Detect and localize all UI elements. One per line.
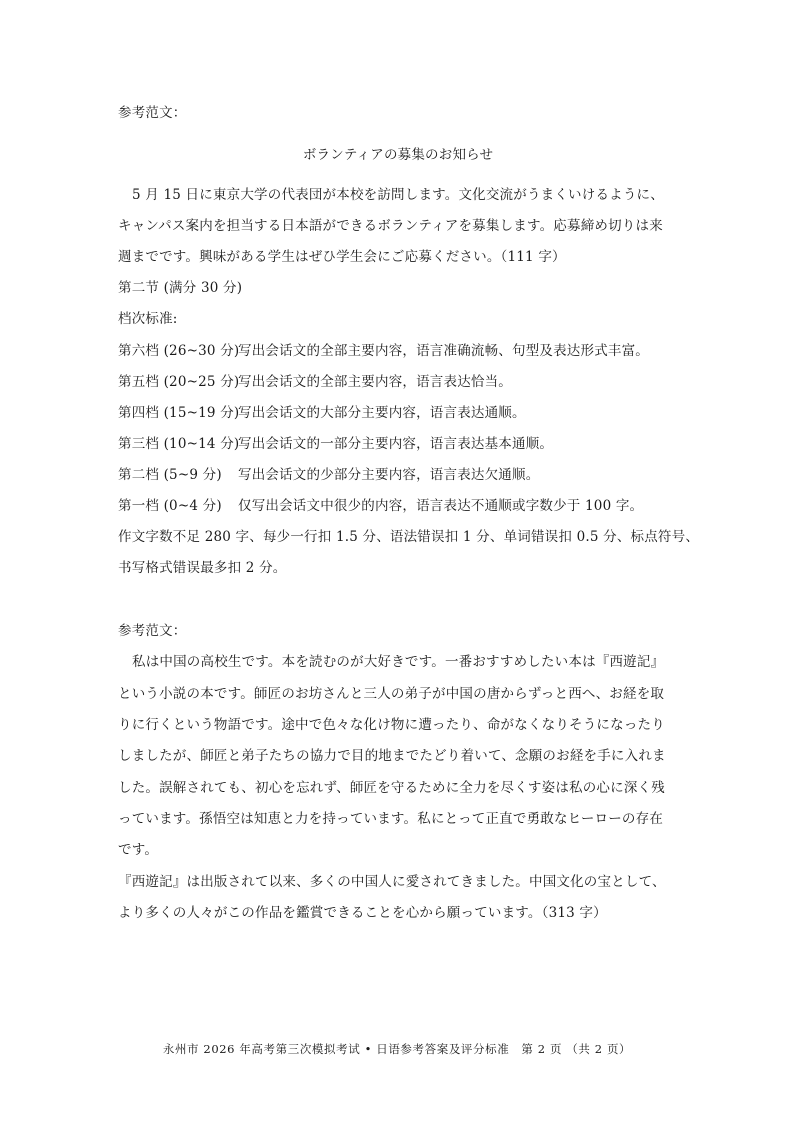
section3-heading: 参考范文： [118,623,187,639]
essay-line-1: 私は中国の高校生です。本を読むのが大好きです。一番おすすめしたい本は『西遊記』 [132,654,665,670]
level-desc: 写出会话文的全部主要内容，语言准确流畅、句型及表达形式丰富。 [238,343,649,359]
notice-line-3: 週までです。興味がある学生はぜひ学生会にご応募ください。（111 字） [118,249,566,265]
essay-line-8: 『西遊記』は出版されて以来、多くの中国人に愛されてきました。中国文化の宝として、 [118,874,666,890]
essay-line-6: っています。孫悟空は知恵と力を持っています。私にとって正直で勇敢なヒーローの存在 [118,811,664,827]
level-label: 第六档 (26~30 分) [118,343,240,359]
section1-heading: 参考范文： [118,105,187,121]
level-desc: 写出会话文的大部分主要内容，语言表达通顺。 [238,405,526,421]
level-label: 第二档 (5~9 分) [118,467,222,483]
essay-line-9: より多くの人々がこの作品を鑑賞できることを心から願っています。（313 字） [118,905,607,921]
essay-line-7: です。 [118,842,159,858]
notice-title: ボランティアの募集のお知らせ [302,147,494,163]
level-desc: 写出会话文的全部主要内容，语言表达恰当。 [238,374,512,390]
level-desc: 仅写出会话文中很少的内容，语言表达不通顺或字数少于 100 字。 [238,498,644,514]
essay-line-2: という小説の本です。師匠のお坊さんと三人の弟子が中国の唐からずっと西へ、お経を取 [118,686,665,702]
deduction-line-2: 书写格式错误最多扣 2 分。 [118,560,287,576]
level-desc: 写出会话文的少部分主要内容，语言表达欠通顺。 [238,467,540,483]
level-5 [118,373,512,391]
page-footer: 永州市 2026 年高考第三次模拟考试 • 日语参考答案及评分标准 第 2 页 （共 2 页） [162,1042,632,1056]
level-label: 第四档 (15~19 分) [118,405,240,421]
level-2 [118,466,539,484]
section2-heading: 第二节 (满分 30 分) [118,280,243,296]
level-label: 第三档 (10~14 分) [118,436,240,452]
notice-line-2: キャンパス案内を担当する日本語ができるボランティアを募集します。応募締め切りは来 [118,218,663,234]
deduction-line-1: 作文字数不足 280 字、每少一行扣 1.5 分、语法错误扣 1 分、单词错误扣 0.5 分、标点符号、 [118,529,700,545]
level-3 [118,435,553,453]
level-desc: 写出会话文的一部分主要内容，语言表达基本通顺。 [238,436,554,452]
level-6 [118,342,649,360]
essay-line-3: りに行くという物語です。途中で色々な化け物に遭ったり、命がなくなりそうになったり [118,717,665,733]
essay-line-5: した。誤解されても、初心を忘れず、師匠を守るために全力を尽くす姿は私の心に深く残 [118,780,665,796]
level-4 [118,404,526,422]
essay-line-4: しましたが、師匠と弟子たちの協力で目的地までたどり着いて、念願のお経を手に入れま [118,748,666,764]
notice-line-1: 5 月 15 日に東京大学の代表団が本校を訪問します。文化交流がうまくいけるように、 [132,187,664,203]
level-label: 第五档 (20~25 分) [118,374,240,390]
criteria-label: 档次标准: [118,311,178,327]
level-label: 第一档 (0~4 分) [118,498,222,514]
level-1 [118,497,643,515]
